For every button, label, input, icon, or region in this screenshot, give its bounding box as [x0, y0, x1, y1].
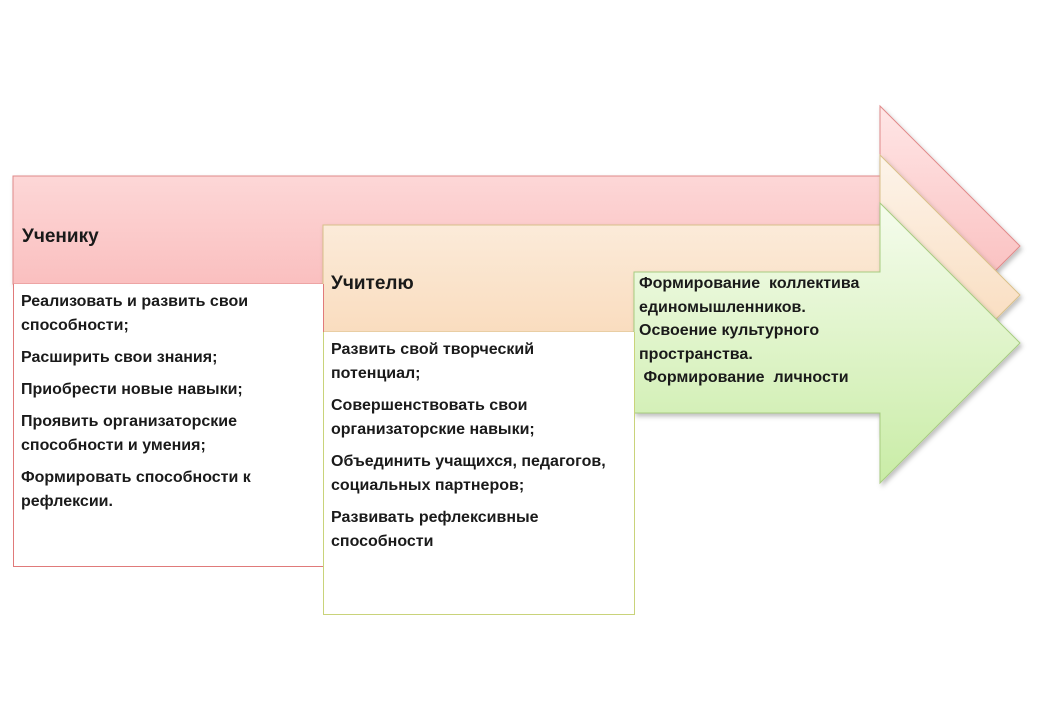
- student-goals-box: [13, 284, 324, 567]
- student-goal-item: Приобрести новые навыки;: [21, 381, 243, 398]
- result-text: [634, 272, 939, 390]
- student-goal-item: Расширить свои знания;: [21, 349, 218, 366]
- student-goal-item: Проявить организаторские способности и умения;: [21, 413, 238, 454]
- student-goal-item: Формировать способности к рефлексии.: [21, 469, 251, 510]
- result-line: Формирование личности: [639, 369, 849, 386]
- teacher-heading: Учителю: [331, 273, 414, 294]
- result-line: единомышленников.: [639, 298, 806, 316]
- teacher-goal-item: Объединить учащихся, педагогов, социальных партнеров;: [331, 453, 606, 494]
- teacher-goal-item: Развить свой творческий потенциал;: [331, 341, 535, 382]
- teacher-goal-item: Развивать рефлексивные способности: [331, 509, 539, 550]
- student-heading: Ученику: [22, 226, 99, 247]
- result-line: Освоение культурного: [639, 322, 820, 339]
- result-line: Формирование коллектива: [639, 275, 860, 292]
- teacher-goals-box: [323, 332, 635, 615]
- result-line: пространства.: [639, 345, 753, 363]
- student-goal-item: Реализовать и развить свои способности;: [21, 293, 249, 334]
- teacher-goal-item: Совершенствовать свои организаторские навыки;: [331, 397, 535, 438]
